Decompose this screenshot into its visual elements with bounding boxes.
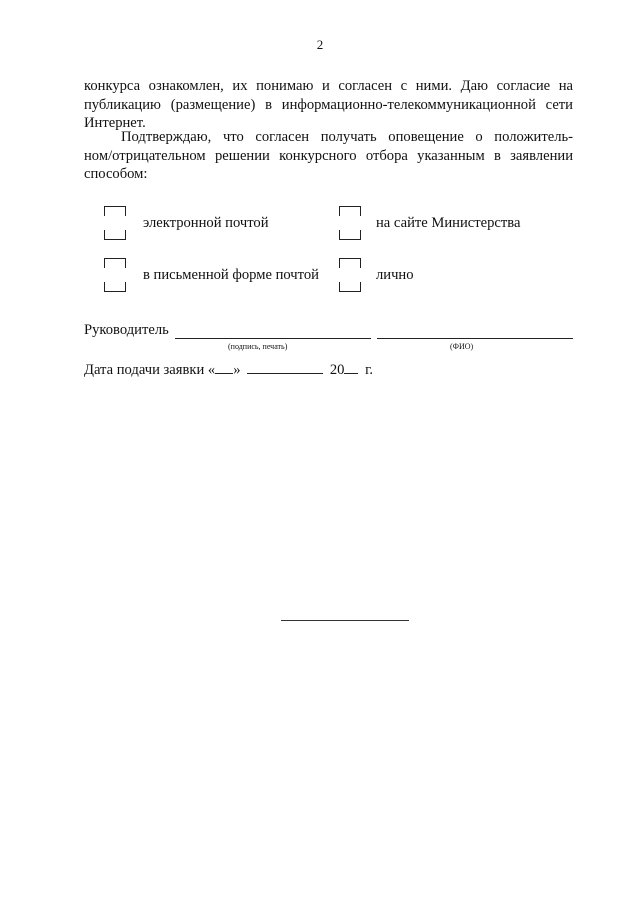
name-caption: (ФИО) bbox=[450, 342, 474, 351]
submission-date-line bbox=[84, 361, 373, 379]
date-prefix: Дата подачи заявки « bbox=[84, 362, 216, 378]
paragraph-line: конкурса ознакомлен, их понимаю и согласен с ними. Даю согласие на bbox=[84, 78, 573, 94]
name-field-line[interactable] bbox=[377, 338, 573, 339]
year-field[interactable] bbox=[344, 361, 358, 374]
option-label-ministry-site: на сайте Министерства bbox=[376, 215, 521, 231]
option-label-in-person: лично bbox=[376, 267, 414, 283]
paragraph-line: Подтверждаю, что согласен получать оповещение о положитель- bbox=[121, 129, 573, 145]
date-close-quote: » bbox=[233, 362, 241, 378]
notification-paragraph bbox=[84, 128, 573, 184]
checkbox-postal-mail[interactable] bbox=[104, 258, 124, 292]
day-field[interactable] bbox=[215, 361, 233, 374]
paragraph-line: способом: bbox=[84, 166, 148, 183]
consent-paragraph bbox=[84, 77, 573, 133]
signature-label: Руководитель bbox=[84, 322, 169, 338]
paragraph-line: Интернет. bbox=[84, 115, 146, 132]
option-label-email: электронной почтой bbox=[143, 215, 269, 231]
page-number: 2 bbox=[316, 37, 324, 52]
month-field[interactable] bbox=[247, 361, 323, 374]
checkbox-email[interactable] bbox=[104, 206, 124, 240]
end-rule bbox=[281, 620, 409, 621]
year-suffix: г. bbox=[365, 362, 374, 378]
checkbox-in-person[interactable] bbox=[339, 258, 359, 292]
signature-field-line[interactable] bbox=[175, 338, 371, 339]
paragraph-line: публикацию (размещение) в информационно-телекоммуникационной сети bbox=[84, 96, 573, 113]
checkbox-ministry-site[interactable] bbox=[339, 206, 359, 240]
signature-caption: (подпись, печать) bbox=[228, 342, 288, 351]
paragraph-line: ном/отрицательном решении конкурсного отбора указанным в заявлении bbox=[84, 147, 573, 164]
year-prefix: 20 bbox=[329, 362, 345, 378]
option-label-postal-mail: в письменной форме почтой bbox=[143, 267, 319, 283]
